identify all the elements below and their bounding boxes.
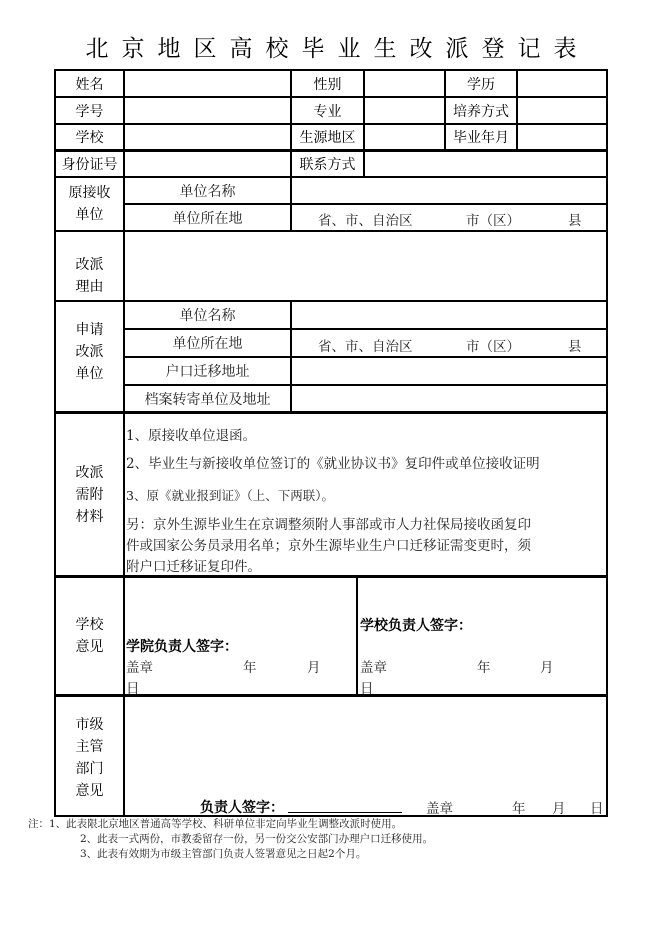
- hukou-address-label: 户口迁移地址: [165, 364, 250, 380]
- school-opinion-label-line2: 意见: [75, 639, 104, 655]
- original-province-text: 省、市、自治区: [318, 213, 413, 229]
- training-mode-label: 培养方式: [453, 103, 509, 120]
- college-seal-text: 盖章: [126, 660, 153, 676]
- material-extra-line3: 附户口迁移证复印件。: [126, 559, 261, 575]
- archive-address-label: 档案转寄单位及地址: [144, 391, 271, 408]
- reason-field[interactable]: [125, 232, 606, 300]
- id-number-field[interactable]: [125, 152, 290, 176]
- city-opinion-label-line2: 主管: [75, 739, 104, 755]
- new-unit-name-field[interactable]: [292, 302, 606, 328]
- school-month-text: 月: [540, 660, 554, 676]
- graduation-date-label: 毕业年月: [453, 130, 509, 146]
- materials-label-line3: 材料: [75, 508, 104, 525]
- school-opinion-field[interactable]: [358, 578, 606, 694]
- materials-label-line1: 改派: [75, 464, 104, 481]
- original-county-text: 县: [568, 213, 582, 229]
- city-month-text: 月: [552, 801, 566, 817]
- original-unit-name-field[interactable]: [292, 178, 606, 203]
- training-mode-field[interactable]: [518, 98, 606, 123]
- contact-label: 联系方式: [299, 157, 356, 173]
- original-unit-name-label: 单位名称: [179, 183, 236, 200]
- notes: [28, 817, 434, 862]
- material-item-2: 2、毕业生与新接收单位签订的《就业协议书》复印件或单位接收证明: [126, 456, 540, 472]
- note-2: 2、此表一式两份，市教委留存一份，另一份交公安部门办理户口迁移使用。: [80, 833, 434, 845]
- city-opinion-label-line1: 市级: [75, 717, 104, 733]
- note-1: 注：1、此表限北京地区普通高等学校、科研单位非定向毕业生调整改派时使用。: [28, 818, 403, 830]
- student-id-label: 学号: [75, 103, 104, 120]
- education-label: 学历: [467, 76, 495, 93]
- hukou-address-field[interactable]: [292, 358, 606, 384]
- city-seal-text: 盖章: [426, 801, 453, 817]
- school-opinion-label-line1: 学校: [75, 617, 104, 633]
- city-year-text: 年: [512, 801, 526, 817]
- id-number-label: 身份证号: [61, 157, 118, 173]
- new-unit-section-label: [56, 302, 123, 411]
- signature-underline[interactable]: [288, 812, 402, 813]
- school-label: 学校: [75, 130, 104, 146]
- origin-region-field[interactable]: [365, 125, 444, 149]
- contact-field[interactable]: [365, 152, 606, 176]
- city-opinion-label-line3: 部门: [75, 761, 104, 777]
- materials-label-line2: 需附: [75, 486, 104, 503]
- college-day-text: 日: [126, 681, 140, 697]
- material-item-1: 1、原接收单位退函。: [126, 428, 257, 444]
- table-border-right: [606, 69, 608, 817]
- reason-label: [56, 232, 123, 300]
- new-unit-label-line2: 改派: [75, 343, 104, 360]
- city-opinion-section-label: [56, 697, 123, 815]
- graduation-date-field[interactable]: [518, 125, 606, 149]
- college-signature-label: 学院负责人签字：: [126, 639, 238, 655]
- major-field[interactable]: [365, 98, 444, 123]
- new-unit-location-field[interactable]: [292, 330, 606, 356]
- new-unit-location-label: 单位所在地: [172, 336, 243, 352]
- city-opinion-field[interactable]: [125, 697, 606, 815]
- divider: [54, 411, 608, 414]
- college-month-text: 月: [307, 660, 321, 676]
- gender-field[interactable]: [365, 71, 444, 96]
- origin-region-label: 生源地区: [299, 130, 356, 146]
- original-unit-location-field[interactable]: [292, 205, 606, 230]
- archive-address-field[interactable]: [292, 386, 606, 411]
- school-seal-text: 盖章: [360, 660, 387, 676]
- school-opinion-section-label: [56, 578, 123, 694]
- original-unit-label-line2: 单位: [75, 207, 104, 223]
- material-extra-line2: 件或国家公务员录用名单；京外生源毕业生户口迁移证需变更时，须: [126, 538, 531, 554]
- education-field[interactable]: [518, 71, 606, 96]
- new-city-text: 市（区）: [466, 339, 520, 355]
- original-unit-label-line1: 原接收: [68, 185, 111, 201]
- original-city-text: 市（区）: [466, 213, 520, 229]
- new-unit-label-line3: 单位: [75, 365, 104, 382]
- reason-label-line2: 理由: [75, 279, 104, 295]
- original-unit-location-label: 单位所在地: [172, 210, 243, 227]
- name-label: 姓名: [75, 76, 104, 93]
- major-label: 专业: [313, 103, 342, 120]
- new-unit-name-label: 单位名称: [179, 308, 236, 324]
- school-field[interactable]: [125, 125, 290, 149]
- material-extra-line1: 另：京外生源毕业生在京调整须附人事部或市人力社保局接收函复印: [126, 517, 531, 533]
- college-year-text: 年: [243, 660, 257, 676]
- original-unit-section-label: [56, 178, 123, 230]
- materials-section-label: [56, 414, 123, 575]
- student-id-field[interactable]: [125, 98, 290, 123]
- gender-label: 性别: [313, 76, 342, 93]
- school-year-text: 年: [477, 660, 491, 676]
- note-3: 3、此表有效期为市级主管部门负责人签署意见之日起2个月。: [80, 848, 367, 860]
- new-province-text: 省、市、自治区: [318, 339, 413, 355]
- city-day-text: 日: [590, 801, 604, 817]
- material-item-3: 3、原《就业报到证》（上、下两联）。: [126, 488, 334, 503]
- name-field[interactable]: [125, 71, 290, 96]
- new-unit-label-line1: 申请: [75, 321, 104, 338]
- school-signature-label: 学校负责人签字：: [360, 618, 472, 634]
- city-signature-label: 负责人签字：: [200, 800, 284, 816]
- new-county-text: 县: [568, 339, 582, 355]
- form-title: 北京地区高校毕业生改派登记表: [85, 36, 590, 62]
- reason-label-line1: 改派: [75, 257, 104, 273]
- city-opinion-label-line4: 意见: [75, 783, 104, 799]
- school-day-text: 日: [360, 681, 374, 697]
